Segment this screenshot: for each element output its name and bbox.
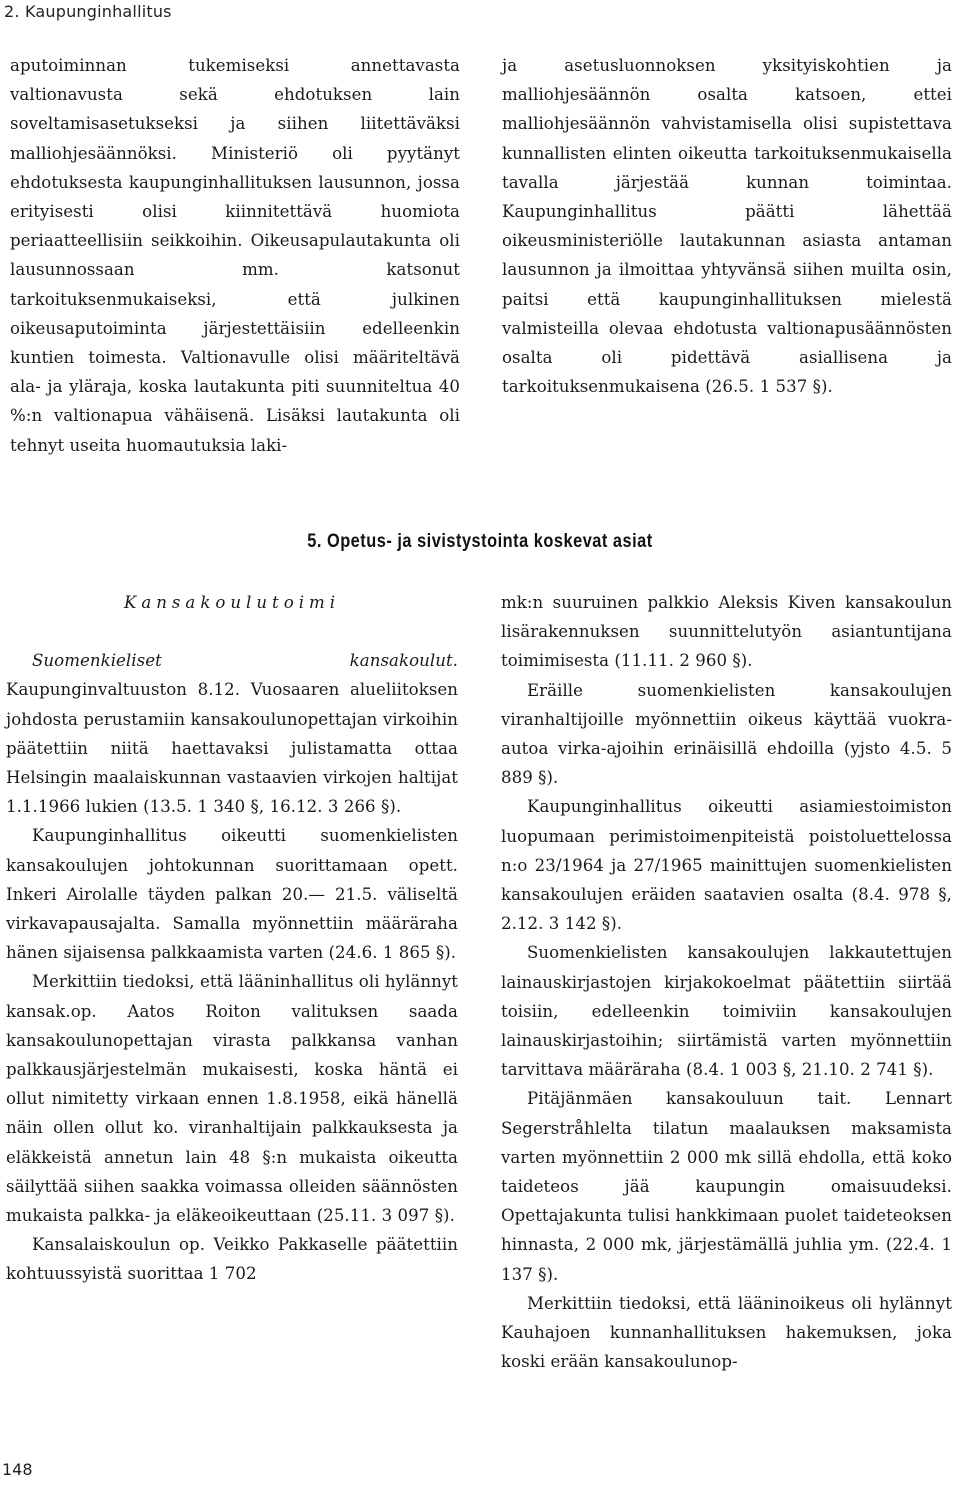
text-column-top-right (502, 51, 952, 401)
section-heading: 5. Opetus- ja sivistystointa koskevat asiat (307, 531, 653, 552)
paragraph: Merkittiin tiedoksi, että lääninoikeus oli hylännyt Kauhajoen kunnanhallituksen hakemuksen, joka koski erään kansakoulunop- (501, 1293, 952, 1372)
text-column-top-left (10, 51, 460, 460)
text-column-bottom-left (6, 588, 458, 1289)
paragraph: Kansalaiskoulun op. Veikko Pakkaselle päätettiin kohtuussyistä suorittaa 1 702 (6, 1235, 458, 1284)
paragraph (6, 646, 458, 821)
paragraph-lead-italic: Suomenkieliset kansakoulut. (32, 651, 458, 671)
paragraph: aputoiminnan tukemiseksi annettavasta valtionavusta sekä ehdotuksen lain soveltamisasetukseksi ja siihen liitettäväksi malliohjesäännöksi. Ministeriö oli pyytänyt ehdotuksesta kaupunginhallituksen lausunnon, jossa erityisesti olisi kiinnitettävä huomiota periaatteellisiin seikkoihin. Oikeusapulautakunta oli lausunnossaan mm. katsonut tarkoituksenmukaiseksi, että julkinen oikeusaputoiminta järjestettäisiin edelleenkin kuntien toimesta. Valtionavulle olisi määriteltävä ala- ja yläraja, koska lautakunta piti suunniteltua 40 %:n valtionapua vähäisenä. Lisäksi lautakunta oli tehnyt useita huomautuksia laki- (10, 56, 460, 455)
text-column-bottom-right (501, 588, 952, 1376)
page-number: 148 (2, 1460, 33, 1479)
running-header: 2. Kaupunginhallitus (4, 2, 172, 21)
paragraph: Merkittiin tiedoksi, että lääninhallitus oli hylännyt kansak.op. Aatos Roiton valituksen saada kansakoulunopettajan virasta palkkansa vanhan palkkausjärjestelmän mukaisesti, koska häntä ei ollut nimitetty virkaan ennen 1.8.1958, eikä hänellä näin ollen ollut ko. viranhaltijain palkkauksesta ja eläkkeistä annetun lain 48 §:n mukaista oikeutta säilyttää siihen saakka voimassa olleiden säännösten mukaista palkka- ja eläkeoikeuttaan (25.11. 3 097 §). (6, 972, 458, 1226)
paragraph-lead-text: Kaupunginvaltuuston 8.12. Vuosaaren alueliitoksen johdosta perustamiin kansakoulunopettajan virkoihin päätettiin niitä haettavaksi julistamatta ottaa Helsingin maalaiskunnan vastaavien virkojen haltijat 1.1.1966 lukien (13.5. 1 340 §, 16.12. 3 266 §). (6, 680, 458, 817)
paragraph: Suomenkielisten kansakoulujen lakkautettujen lainauskirjastojen kirjakokoelmat päätettiin siirtää toisiin, edelleenkin toimiviin kansakoulujen lainauskirjastoihin; siirtämistä varten myönnettiin tarvittava määräraha (8.4. 1 003 §, 21.10. 2 741 §). (501, 943, 952, 1080)
paragraph: Pitäjänmäen kansakouluun tait. Lennart Segerstråhlelta tilatun maalauksen maksamista varten myönnettiin 2 000 mk sillä ehdolla, että koko taideteos jää kaupungin omaisuudeksi. Opettajakunta tulisi hankkimaan puolet taideteoksen hinnasta, 2 000 mk, järjestämällä juhlia ym. (22.4. 1 137 §). (501, 1089, 952, 1284)
paragraph: Kaupunginhallitus oikeutti suomenkielisten kansakoulujen johtokunnan suorittamaan opett. Inkeri Airolalle täyden palkan 20.— 21.5. väliseltä virkavapausajalta. Samalla myönnettiin määräraha hänen sijaisensa palkkaamista varten (24.6. 1 865 §). (6, 826, 458, 963)
paragraph: Eräille suomenkielisten kansakoulujen viranhaltijoille myönnettiin oikeus käyttää vuokra-autoa virka-ajoihin erinäisillä ehdoilla (yjsto 4.5. 5 889 §). (501, 680, 952, 788)
paragraph: Kaupunginhallitus oikeutti asiamiestoimiston luopumaan perimistoimenpiteistä poistoluettelossa n:o 23/1964 ja 27/1965 mainittujen suomenkielisten kansakoulujen eräiden saatavien osalta (8.4. 978 §, 2.12. 3 142 §). (501, 797, 952, 934)
paragraph: mk:n suuruinen palkkio Aleksis Kiven kansakoulun lisärakennuksen suunnittelutyön asiantuntijana toimimisesta (11.11. 2 960 §). (501, 593, 952, 671)
subheading: Kansakoulutoimi (123, 593, 341, 612)
paragraph: ja asetusluonnoksen yksityiskohtien ja malliohjesäännön osalta katsoen, ettei malliohjesäännön vahvistamisella olisi supistettava kunnallisten elinten oikeutta tarkoituksenmukaisella tavalla järjestää kunnan toimintaa. Kaupunginhallitus päätti lähettää oikeusministeriölle lautakunnan asiasta antaman lausunnon ja ilmoittaa yhtyvänsä siihen muilta osin, paitsi että kaupunginhallituksen mielestä valmisteilla olevaa ehdotusta valtionapusäännösten osalta oli pidettävä asiallisena ja tarkoituksenmukaisena (26.5. 1 537 §). (502, 56, 952, 397)
